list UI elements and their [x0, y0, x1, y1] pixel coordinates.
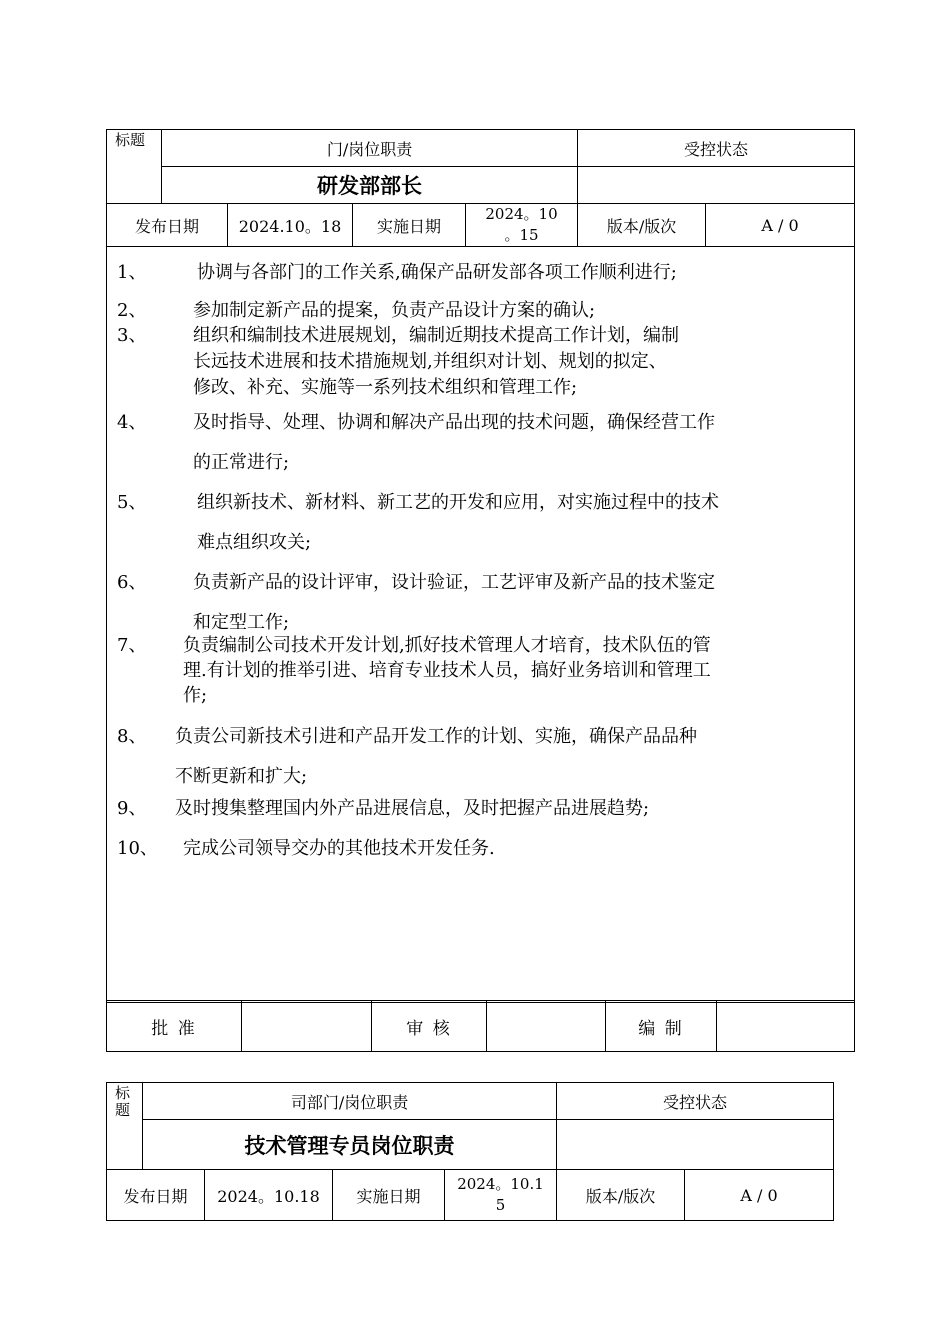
responsibility-form-2 — [106, 1082, 834, 1221]
version-value: A / 0 — [706, 204, 855, 247]
duty-text-line: 参加制定新产品的提案，负责产品设计方案的确认; — [193, 300, 596, 321]
duty-text-line: 不断更新和扩大; — [175, 766, 308, 787]
version-label: 版本/版次 — [578, 204, 706, 247]
duty-number: 3、 — [117, 325, 147, 346]
title-label: 标题 — [107, 1083, 143, 1170]
version-label: 版本/版次 — [557, 1170, 685, 1221]
title-label: 标题 — [107, 130, 162, 204]
control-status-value — [578, 167, 855, 204]
duty-number: 7、 — [117, 635, 147, 656]
review-field — [487, 1001, 606, 1052]
dept-header: 门/岗位职责 — [162, 130, 578, 167]
duty-number: 9、 — [117, 798, 147, 819]
duty-text-line: 负责新产品的设计评审，设计验证，工艺评审及新产品的技术鉴定 — [193, 572, 715, 593]
duty-number: 10、 — [117, 838, 158, 859]
document-title: 研发部部长 — [162, 167, 578, 204]
duty-text-line: 协调与各部门的工作关系,确保产品研发部各项工作顺利进行; — [197, 262, 677, 283]
dept-header: 司部门/岗位职责 — [143, 1083, 557, 1120]
duty-text-line: 组织新技术、新材料、新工艺的开发和应用，对实施过程中的技术 — [197, 492, 719, 513]
signature-row — [106, 1000, 855, 1052]
duty-number: 1、 — [117, 262, 147, 283]
control-status-value — [557, 1120, 834, 1170]
duty-number: 4、 — [117, 412, 147, 433]
duty-text-line: 作; — [183, 685, 208, 706]
duty-text-line: 和定型工作; — [193, 612, 290, 633]
duty-text-line: 的正常进行; — [193, 452, 290, 473]
duty-number: 6、 — [117, 572, 147, 593]
duty-number: 8、 — [117, 726, 147, 747]
prepare-label: 编 制 — [606, 1001, 717, 1052]
document-title: 技术管理专员岗位职责 — [143, 1120, 557, 1170]
approve-field — [242, 1001, 372, 1052]
duty-text-line: 长远技术进展和技术措施规划,并组织对计划、规划的拟定、 — [193, 351, 667, 372]
duty-text-line: 理.有计划的推举引进、培育专业技术人员，搞好业务培训和管理工 — [183, 660, 711, 681]
duty-text-line: 负责编制公司技术开发计划,抓好技术管理人才培育，技术队伍的管 — [183, 635, 711, 656]
impl-date-label: 实施日期 — [353, 204, 466, 247]
duty-text-line: 及时指导、处理、协调和解决产品出现的技术问题，确保经营工作 — [193, 412, 715, 433]
control-status-label: 受控状态 — [578, 130, 855, 167]
impl-date-value: 2024。10 。15 — [466, 204, 578, 247]
impl-date-value: 2024。10.1 5 — [445, 1170, 557, 1221]
duty-text-line: 完成公司领导交办的其他技术开发任务. — [183, 838, 495, 859]
release-date-value: 2024。10.18 — [205, 1170, 333, 1221]
responsibility-form-1 — [106, 129, 855, 1003]
release-date-label: 发布日期 — [107, 204, 228, 247]
duty-text-line: 修改、补充、实施等一系列技术组织和管理工作; — [193, 377, 578, 398]
duty-text-line: 组织和编制技术进展规划，编制近期技术提高工作计划，编制 — [193, 325, 679, 346]
prepare-field — [717, 1001, 855, 1052]
duty-number: 5、 — [117, 492, 147, 513]
review-label: 审 核 — [372, 1001, 487, 1052]
release-date-label: 发布日期 — [107, 1170, 205, 1221]
approve-label: 批 准 — [107, 1001, 242, 1052]
duty-text-line: 及时搜集整理国内外产品进展信息，及时把握产品进展趋势; — [175, 798, 650, 819]
duty-text-line: 难点组织攻关; — [197, 532, 312, 553]
version-value: A / 0 — [685, 1170, 834, 1221]
duty-text-line: 负责公司新技术引进和产品开发工作的计划、实施，确保产品品种 — [175, 726, 697, 747]
impl-date-label: 实施日期 — [333, 1170, 445, 1221]
duties-list — [107, 247, 855, 1003]
release-date-value: 2024.10。18 — [228, 204, 353, 247]
control-status-label: 受控状态 — [557, 1083, 834, 1120]
duty-number: 2、 — [117, 300, 147, 321]
